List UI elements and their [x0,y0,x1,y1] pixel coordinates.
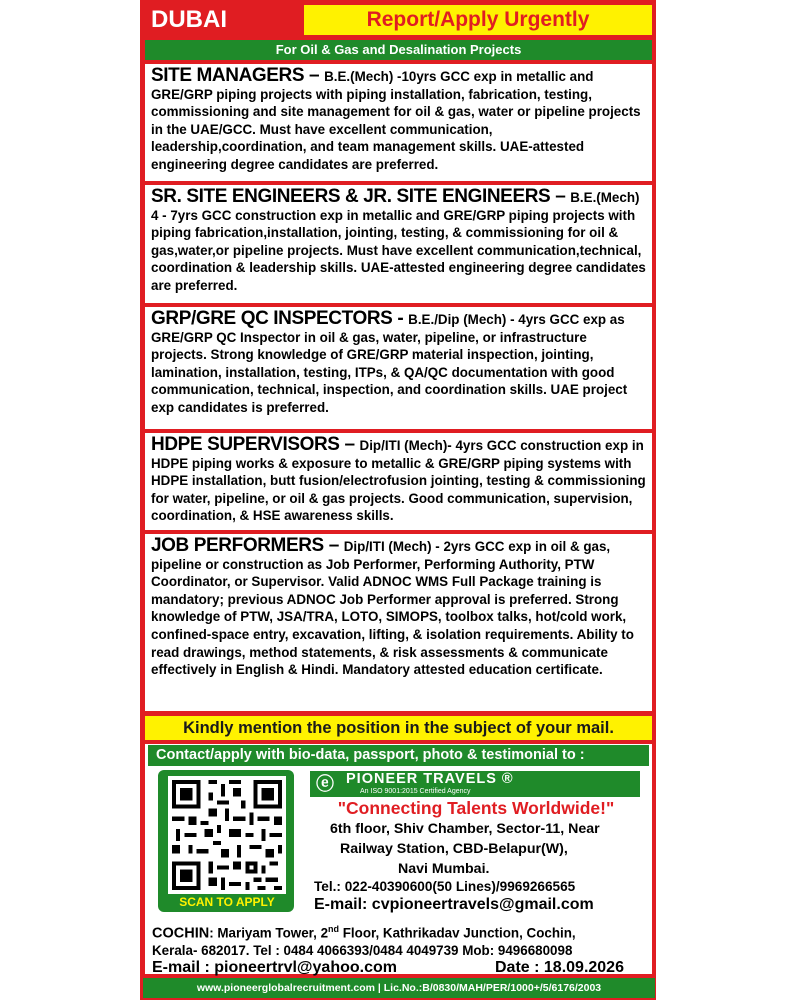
job-description: B.E.(Mech) 4 - 7yrs GCC construction exp in metallic and GRE/GRP piping projects with piping fabrication,installation, jointing, testing, & commissioning for oil & gas,water,or pipeline projects. Must have excellent communication,technical, coordination & leadership skills. UAE-attested engineering degree candidates are preferred. [151,190,646,293]
address-line-2: Railway Station, CBD-Belapur(W), [340,841,568,857]
address-line-1: 6th floor, Shiv Chamber, Sector-11, Near [330,821,600,837]
footer-website-license[interactable]: www.pioneerglobalrecruitment.com | Lic.No.:B/0830/MAH/PER/1000+/5/6176/2003 [143,978,655,998]
qr-code-graphic [168,776,286,894]
address-line-3: Navi Mumbai. [398,861,490,877]
job-dash: – [304,65,325,86]
company-name-text: PIONEER TRAVELS [346,771,497,787]
job-title: SR. SITE ENGINEERS & JR. SITE ENGINEERS [151,186,551,207]
job-title: HDPE SUPERVISORS [151,434,340,455]
telephone-numbers: Tel.: 022-40390600(50 Lines)/9969266565 [314,879,576,894]
registered-mark: ® [501,771,514,787]
job-site-managers [145,64,652,181]
cochin-email-label: E-mail : [152,959,215,976]
company-name [346,771,636,787]
job-qc-inspectors [145,307,652,429]
cochin-address-line-1 [152,920,652,942]
location-label: DUBAI [145,5,300,35]
cochin-address [152,920,652,960]
cochin-address-line-2: Kerala- 682017. Tel : 0484 4066393/0484 4049739 Mob: 9496680098 [152,943,573,959]
contact-header: Contact/apply with bio-data, passport, photo & testimonial to : [148,745,649,766]
job-title: SITE MANAGERS [151,65,305,86]
job-title: JOB PERFORMERS [151,535,324,556]
contact-email-line [314,896,654,914]
qr-code-icon[interactable] [168,776,286,894]
company-tagline: "Connecting Talents Worldwide!" [337,798,615,818]
company-logo-icon: ⓔ [316,774,334,794]
job-site-engineers [145,185,652,303]
scan-to-apply-label[interactable]: SCAN TO APPLY [179,895,275,909]
job-hdpe-supervisors [145,433,652,530]
job-description: Dip/ITI (Mech) - 2yrs GCC exp in oil & gas, pipeline or construction as Job Performer, Performing Authority, PTW Coordinator, or Supervisor. Valid ADNOC WMS Full Package training is mandatory; previous ADNOC Job Performer approval is preferred. Strong knowledge of PTW, JSA/TRA, LOTO, SIMOPS, toolbox talks, hot/cold work, confined-space entry, excavation, lifting, & isolation requirements. Ability to read drawings, method statements, & risk assessments & communicate effectively in English & Hindi. Mandatory attested education certificate. [151,539,634,678]
cochin-email-link[interactable]: pioneertrvl@yahoo.com [214,959,397,976]
job-dash: - [392,308,409,329]
job-description: B.E.(Mech) -10yrs GCC exp in metallic and GRE/GRP piping projects with piping installation, fabrication, testing, commissioning and site management for oil & gas, water or pipeline projects in the UAE/GCC. Must have excellent communication, leadership,coordination, and team management skills. UAE-attested engineering degree candidates are preferred. [151,69,641,172]
job-job-performers [145,534,652,711]
apply-urgently-banner: Report/Apply Urgently [304,5,652,35]
projects-subtitle: For Oil & Gas and Desalination Projects [145,40,652,60]
job-description: Dip/ITI (Mech)- 4yrs GCC construction exp in HDPE piping works & exposure to metallic & GRE/GRP piping systems with HDPE installation, butt fusion/electrofusion jointing, testing & commissioning for water, pipeline, or oil & gas projects. Good communication, supervision, coordination, & HSE awareness skills. [151,438,646,524]
cochin-address-b: Floor, Kathrikadav Junction, Cochin, [339,925,576,941]
job-title: GRP/GRE QC INSPECTORS [151,308,393,329]
posting-date: Date : 18.09.2026 [495,959,624,976]
job-dash: – [339,434,360,455]
iso-certification: An ISO 9001:2015 Certified Agency [360,788,471,795]
cochin-label: COCHIN [152,925,210,942]
cochin-address-sup: nd [328,924,340,934]
job-dash: – [550,186,571,207]
cochin-address-a: : Mariyam Tower, 2 [209,925,329,941]
job-description: B.E./Dip (Mech) - 4yrs GCC exp as GRE/GRP QC Inspector in oil & gas, water, pipeline, or infrastructure projects. Strong knowledge of GRE/GRP material inspection, jointing, lamination, installation, testing, ITPs, & QA/QC documentation with good communication, technical, inspection, and coordination skills. UAE project exp candidates is preferred. [151,312,628,415]
email-label: E-mail: [314,896,372,913]
contact-email-link[interactable]: cvpioneertravels@gmail.com [371,896,594,913]
job-dash: – [323,535,344,556]
mention-position-note: Kindly mention the position in the subject of your mail. [145,716,652,740]
cochin-email-line [152,958,472,978]
